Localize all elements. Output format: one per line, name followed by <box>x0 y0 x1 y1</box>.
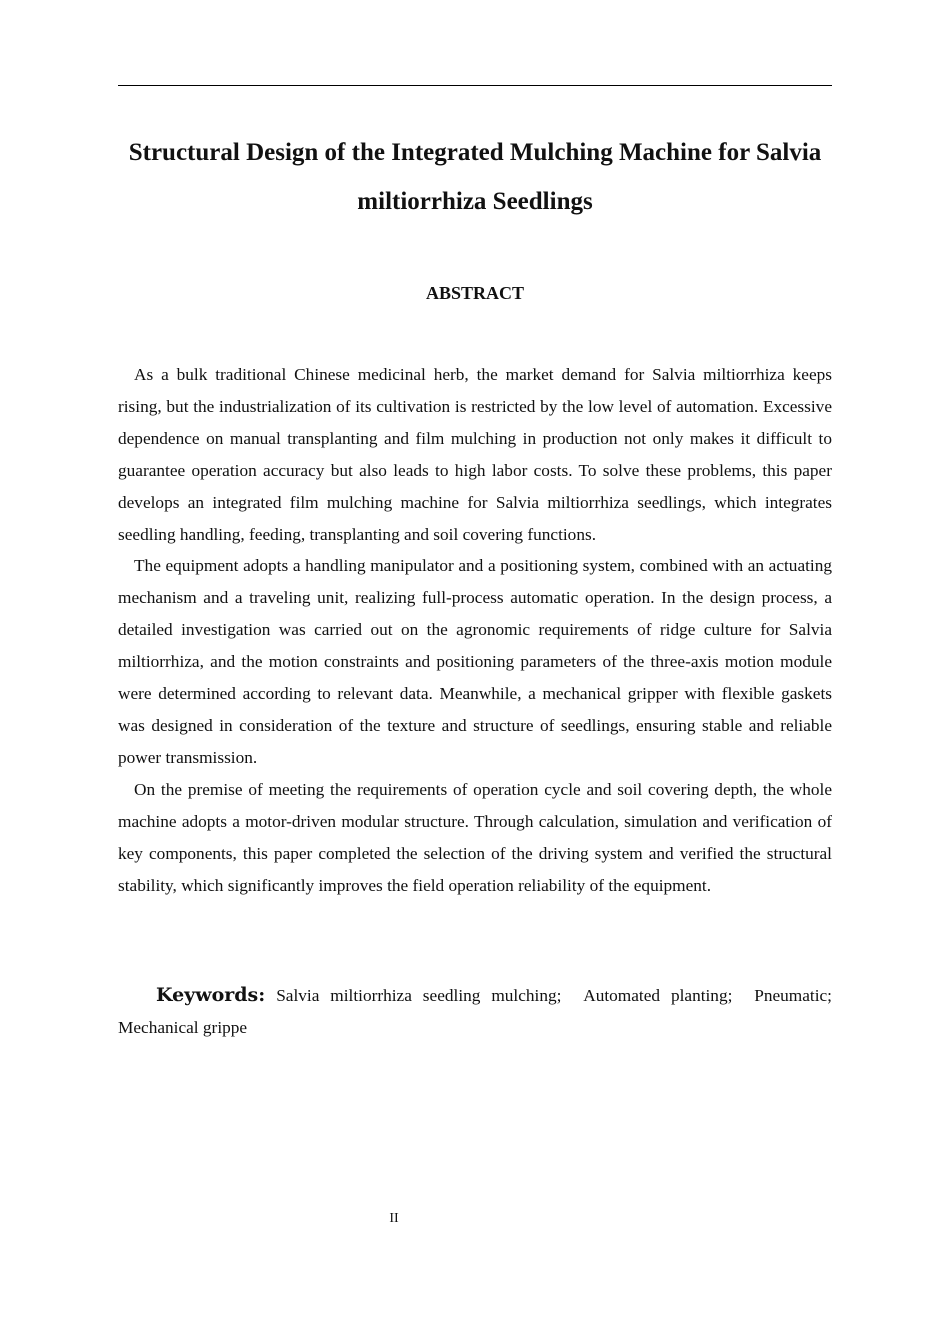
paper-title: Structural Design of the Integrated Mulching Machine for Salvia miltiorrhiza Seedlings <box>128 139 822 215</box>
keywords-label: Keywords: <box>156 984 266 1006</box>
page-number: II <box>389 1211 399 1226</box>
abstract-body <box>118 359 832 901</box>
abstract-paragraph-3: On the premise of meeting the requirements of operation cycle and soil covering depth, the whole machine adopts a motor-driven modular structure. Through calculation, simulation and verification of key components, this paper completed the selection of the driving system and verified the structural stability, which significantly improves the field operation reliability of the equipment. <box>118 779 832 895</box>
abstract-heading: ABSTRACT <box>425 283 525 303</box>
keywords-text: Salvia miltiorrhiza seedling mulching; Automated planting; Pneumatic; Mechanical grippe <box>118 986 832 1037</box>
header-rule <box>118 85 832 86</box>
abstract-paragraph-1: As a bulk traditional Chinese medicinal herb, the market demand for Salvia miltiorrhiza keeps rising, but the industrialization of its cultivation is restricted by the low level of automation. Excessive dependence on manual transplanting and film mulching in production not only makes it difficult to guarantee operation accuracy but also leads to high labor costs. To solve these problems, this paper develops an integrated film mulching machine for Salvia miltiorrhiza seedlings, which integrates seedling handling, feeding, transplanting and soil covering functions. <box>118 365 832 544</box>
abstract-paragraph-2: The equipment adopts a handling manipulator and a positioning system, combined with an actuating mechanism and a traveling unit, realizing full-process automatic operation. In the design process, a detailed investigation was carried out on the agronomic requirements of ridge culture for Salvia miltiorrhiza, and the motion constraints and positioning parameters of the three-axis motion module were determined according to relevant data. Meanwhile, a mechanical gripper with flexible gaskets was designed in consideration of the texture and structure of seedlings, ensuring stable and reliable power transmission. <box>118 556 832 767</box>
keywords-line <box>118 980 832 1043</box>
